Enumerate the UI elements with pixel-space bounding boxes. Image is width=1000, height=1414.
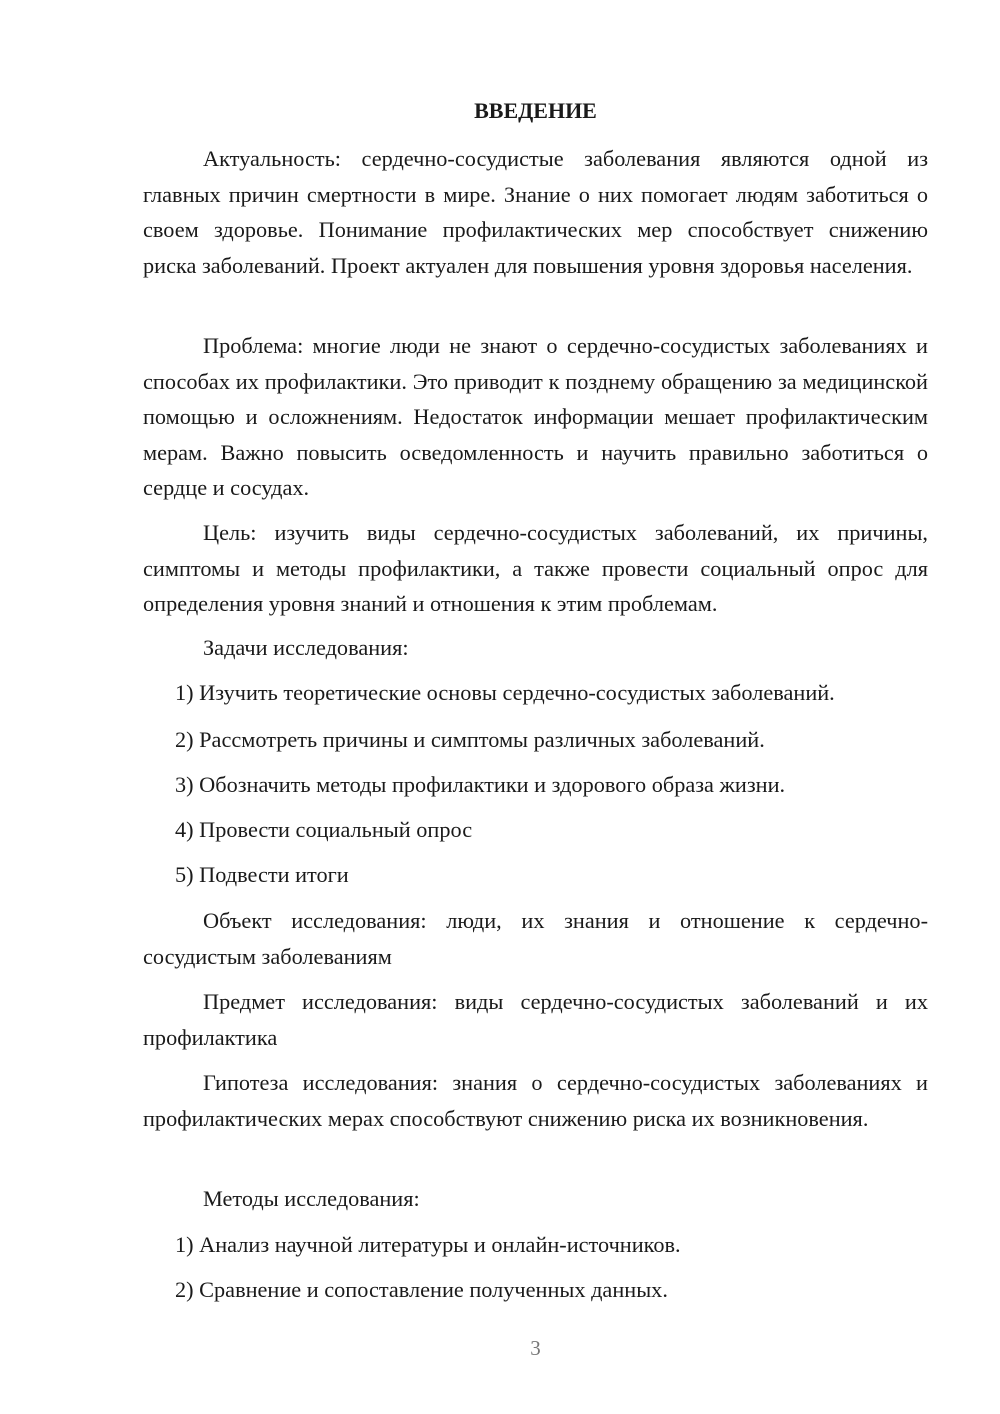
task-item: 3) Обозначить методы профилактики и здорового образа жизни. xyxy=(175,772,786,797)
relevance-paragraph: Актуальность: сердечно-сосудистые заболевания являются одной из главных причин смертности в мире. Знание о них помогает людям заботиться о своем здоровье. Понимание профилактических мер способствует снижению риска заболеваний. Проект актуален для повышения уровня здоровья населения. xyxy=(143,146,928,278)
task-item: 1) Изучить теоретические основы сердечно-сосудистых заболеваний. xyxy=(175,680,835,705)
tasks-title: Задачи исследования: xyxy=(203,635,409,660)
method-item: 2) Сравнение и сопоставление полученных данных. xyxy=(175,1277,668,1302)
methods-title: Методы исследования: xyxy=(203,1186,420,1211)
problem-paragraph: Проблема: многие люди не знают о сердечно-сосудистых заболеваниях и способах их профилактики. Это приводит к позднему обращению за медицинской помощью и осложнениям. Недостаток информации мешает профилактическим мерам. Важно повысить осведомленность и научить правильно заботиться о сердце и сосудах. xyxy=(143,333,928,501)
task-item: 4) Провести социальный опрос xyxy=(175,817,473,842)
page-number: 3 xyxy=(530,1336,541,1360)
task-item: 2) Рассмотреть причины и симптомы различных заболеваний. xyxy=(175,727,765,752)
hypothesis-paragraph: Гипотеза исследования: знания о сердечно-сосудистых заболеваниях и профилактических мерах способствуют снижению риска их возникновения. xyxy=(143,1070,928,1131)
subject-paragraph: Предмет исследования: виды сердечно-сосудистых заболеваний и их профилактика xyxy=(143,989,928,1050)
object-paragraph: Объект исследования: люди, их знания и отношение к сердечно-сосудистым заболеваниям xyxy=(143,908,928,969)
section-heading: ВВЕДЕНИЕ xyxy=(474,98,597,123)
method-item: 1) Анализ научной литературы и онлайн-источников. xyxy=(175,1232,681,1257)
goal-paragraph: Цель: изучить виды сердечно-сосудистых заболеваний, их причины, симптомы и методы профилактики, а также провести социальный опрос для определения уровня знаний и отношения к этим проблемам. xyxy=(143,520,928,617)
task-item: 5) Подвести итоги xyxy=(175,862,349,887)
